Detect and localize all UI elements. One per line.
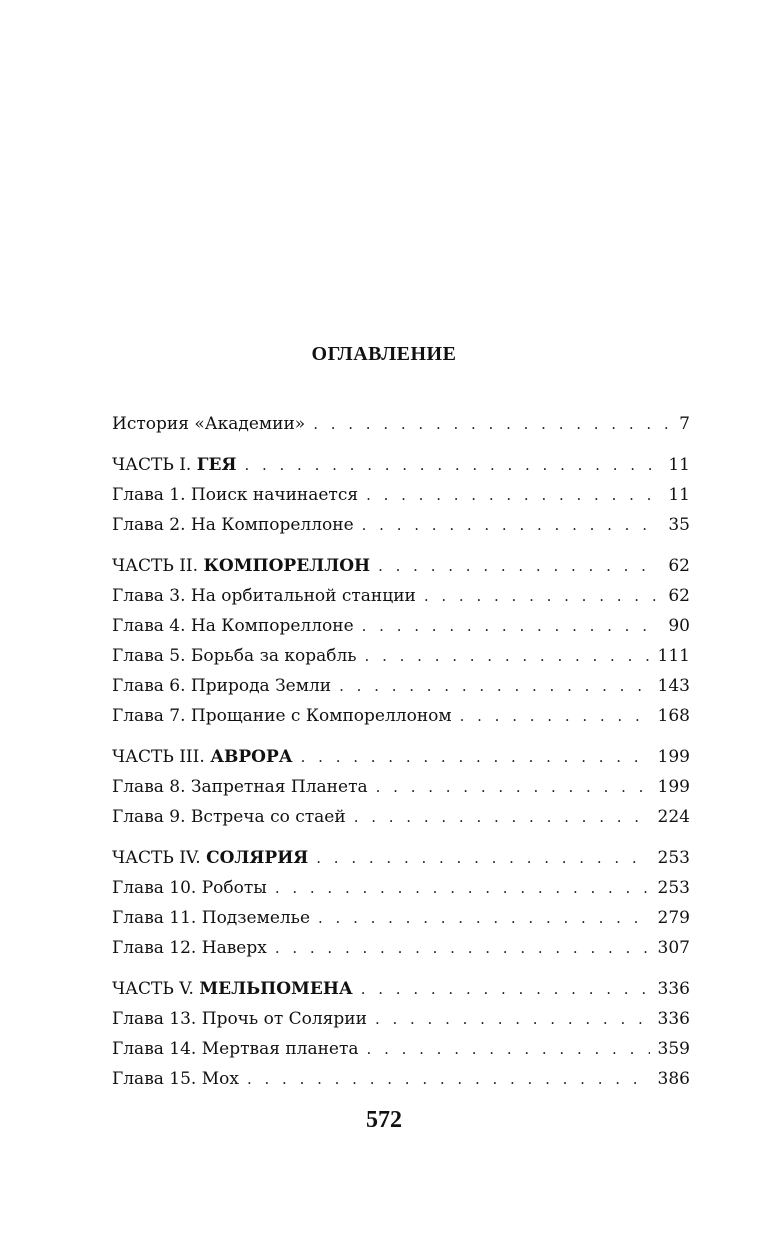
table-of-contents <box>112 409 690 1094</box>
toc-entry-title <box>112 1034 359 1064</box>
toc-part-name: КОМПОРЕЛЛОН <box>203 556 371 576</box>
toc-entry-title <box>112 480 358 510</box>
toc-entry-page: 279 <box>657 908 690 928</box>
toc-entry-title-text: ЧАСТЬ III. <box>112 747 211 767</box>
toc-part-entry <box>112 742 690 772</box>
toc-entry <box>112 611 690 641</box>
toc-entry-title-text: Глава 10. Роботы <box>112 878 267 898</box>
toc-entry-title <box>112 772 368 802</box>
dot-leader <box>362 510 661 540</box>
toc-entry-title-text: Глава 15. Мох <box>112 1069 239 1089</box>
toc-entry <box>112 1004 690 1034</box>
toc-entry-title-text: Глава 9. Встреча со стаей <box>112 807 346 827</box>
toc-entry-title <box>112 641 357 671</box>
page-title: ОГЛАВЛЕНИЕ <box>311 343 457 365</box>
toc-part-name: АВРОРА <box>210 747 293 767</box>
dot-leader <box>361 974 650 1004</box>
toc-entry-title-text: История «Академии» <box>112 414 306 434</box>
dot-leader <box>275 933 650 963</box>
toc-entry-title <box>112 409 305 439</box>
toc-entry-title <box>112 933 267 963</box>
toc-entry-title <box>112 510 354 540</box>
toc-part-entry <box>112 974 690 1004</box>
toc-entry <box>112 671 690 701</box>
toc-entry-page: 386 <box>657 1069 690 1089</box>
dot-leader <box>316 843 649 873</box>
toc-part-name: СОЛЯРИЯ <box>206 848 309 868</box>
toc-entry-page: 143 <box>657 676 690 696</box>
toc-entry-title <box>112 1064 239 1094</box>
dot-leader <box>247 1064 650 1094</box>
toc-entry-page: 307 <box>657 938 690 958</box>
toc-entry-title-text: Глава 4. На Компореллоне <box>112 616 354 636</box>
toc-entry-title <box>112 701 452 731</box>
toc-entry-page: 199 <box>657 777 690 797</box>
dot-leader <box>313 409 671 439</box>
toc-entry-title <box>112 671 331 701</box>
toc-entry-page: 11 <box>668 485 690 505</box>
toc-entry-title <box>112 450 236 480</box>
toc-entry-page: 359 <box>657 1039 690 1059</box>
toc-entry <box>112 772 690 802</box>
toc-entry <box>112 409 690 439</box>
dot-leader <box>318 903 650 933</box>
toc-entry-page: 62 <box>668 556 690 576</box>
toc-part-entry <box>112 843 690 873</box>
toc-entry-title-text: ЧАСТЬ V. <box>112 979 200 999</box>
toc-entry-title <box>112 1004 367 1034</box>
toc-entry-title <box>112 873 267 903</box>
toc-entry <box>112 873 690 903</box>
toc-entry-title-text: Глава 11. Подземелье <box>112 908 310 928</box>
toc-entry-title <box>112 802 346 832</box>
toc-entry-title-text: Глава 6. Природа Земли <box>112 676 332 696</box>
dot-leader <box>375 1004 650 1034</box>
toc-entry <box>112 1064 690 1094</box>
toc-entry <box>112 581 690 611</box>
dot-leader <box>362 611 661 641</box>
toc-entry-title <box>112 843 308 873</box>
toc-entry <box>112 510 690 540</box>
toc-entry-page: 90 <box>668 616 690 636</box>
dot-leader <box>275 873 650 903</box>
toc-entry-title-text: Глава 2. На Компореллоне <box>112 515 354 535</box>
toc-part-name: ГЕЯ <box>196 455 237 475</box>
toc-part-entry <box>112 551 690 581</box>
page-number: 572 <box>366 1107 402 1133</box>
dot-leader <box>301 742 650 772</box>
toc-entry-page: 11 <box>668 455 690 475</box>
dot-leader <box>365 641 650 671</box>
dot-leader <box>354 802 650 832</box>
toc-part-entry <box>112 450 690 480</box>
dot-leader <box>378 551 660 581</box>
toc-entry <box>112 480 690 510</box>
toc-entry-title-text: ЧАСТЬ II. <box>112 556 204 576</box>
toc-entry-page: 224 <box>657 807 690 827</box>
toc-entry-page: 35 <box>668 515 690 535</box>
dot-leader <box>460 701 650 731</box>
toc-entry-title <box>112 551 370 581</box>
toc-entry-title-text: Глава 7. Прощание с Компореллоном <box>112 706 452 726</box>
toc-entry <box>112 903 690 933</box>
toc-entry-title-text: ЧАСТЬ IV. <box>112 848 207 868</box>
toc-entry-title-text: Глава 1. Поиск начинается <box>112 485 359 505</box>
toc-entry-title-text: Глава 8. Запретная Планета <box>112 777 368 797</box>
dot-leader <box>424 581 661 611</box>
toc-entry-title <box>112 611 354 641</box>
toc-entry-title-text: Глава 14. Мертвая планета <box>112 1039 359 1059</box>
dot-leader <box>376 772 650 802</box>
toc-entry-title-text: Глава 5. Борьба за корабль <box>112 646 357 666</box>
toc-entry-page: 199 <box>657 747 690 767</box>
toc-entry-title-text: Глава 3. На орбитальной станции <box>112 586 416 606</box>
toc-entry-title-text: ЧАСТЬ I. <box>112 455 197 475</box>
toc-entry <box>112 701 690 731</box>
toc-entry-page: 336 <box>657 1009 690 1029</box>
toc-entry <box>112 933 690 963</box>
toc-entry-page: 168 <box>657 706 690 726</box>
toc-entry-page: 62 <box>668 586 690 606</box>
toc-entry-page: 253 <box>657 878 690 898</box>
toc-entry <box>112 1034 690 1064</box>
toc-entry <box>112 641 690 671</box>
toc-entry-title-text: Глава 13. Прочь от Солярии <box>112 1009 367 1029</box>
dot-leader <box>367 1034 650 1064</box>
toc-part-name: МЕЛЬПОМЕНА <box>199 979 353 999</box>
toc-entry-page: 253 <box>657 848 690 868</box>
toc-entry-title <box>112 581 416 611</box>
dot-leader <box>244 450 660 480</box>
toc-entry <box>112 802 690 832</box>
toc-entry-title <box>112 974 353 1004</box>
dot-leader <box>366 480 660 510</box>
toc-entry-title <box>112 903 310 933</box>
toc-entry-page: 111 <box>657 646 690 666</box>
dot-leader <box>339 671 649 701</box>
toc-entry-title-text: Глава 12. Наверх <box>112 938 267 958</box>
toc-entry-title <box>112 742 293 772</box>
toc-entry-page: 336 <box>657 979 690 999</box>
toc-entry-page: 7 <box>679 414 690 434</box>
